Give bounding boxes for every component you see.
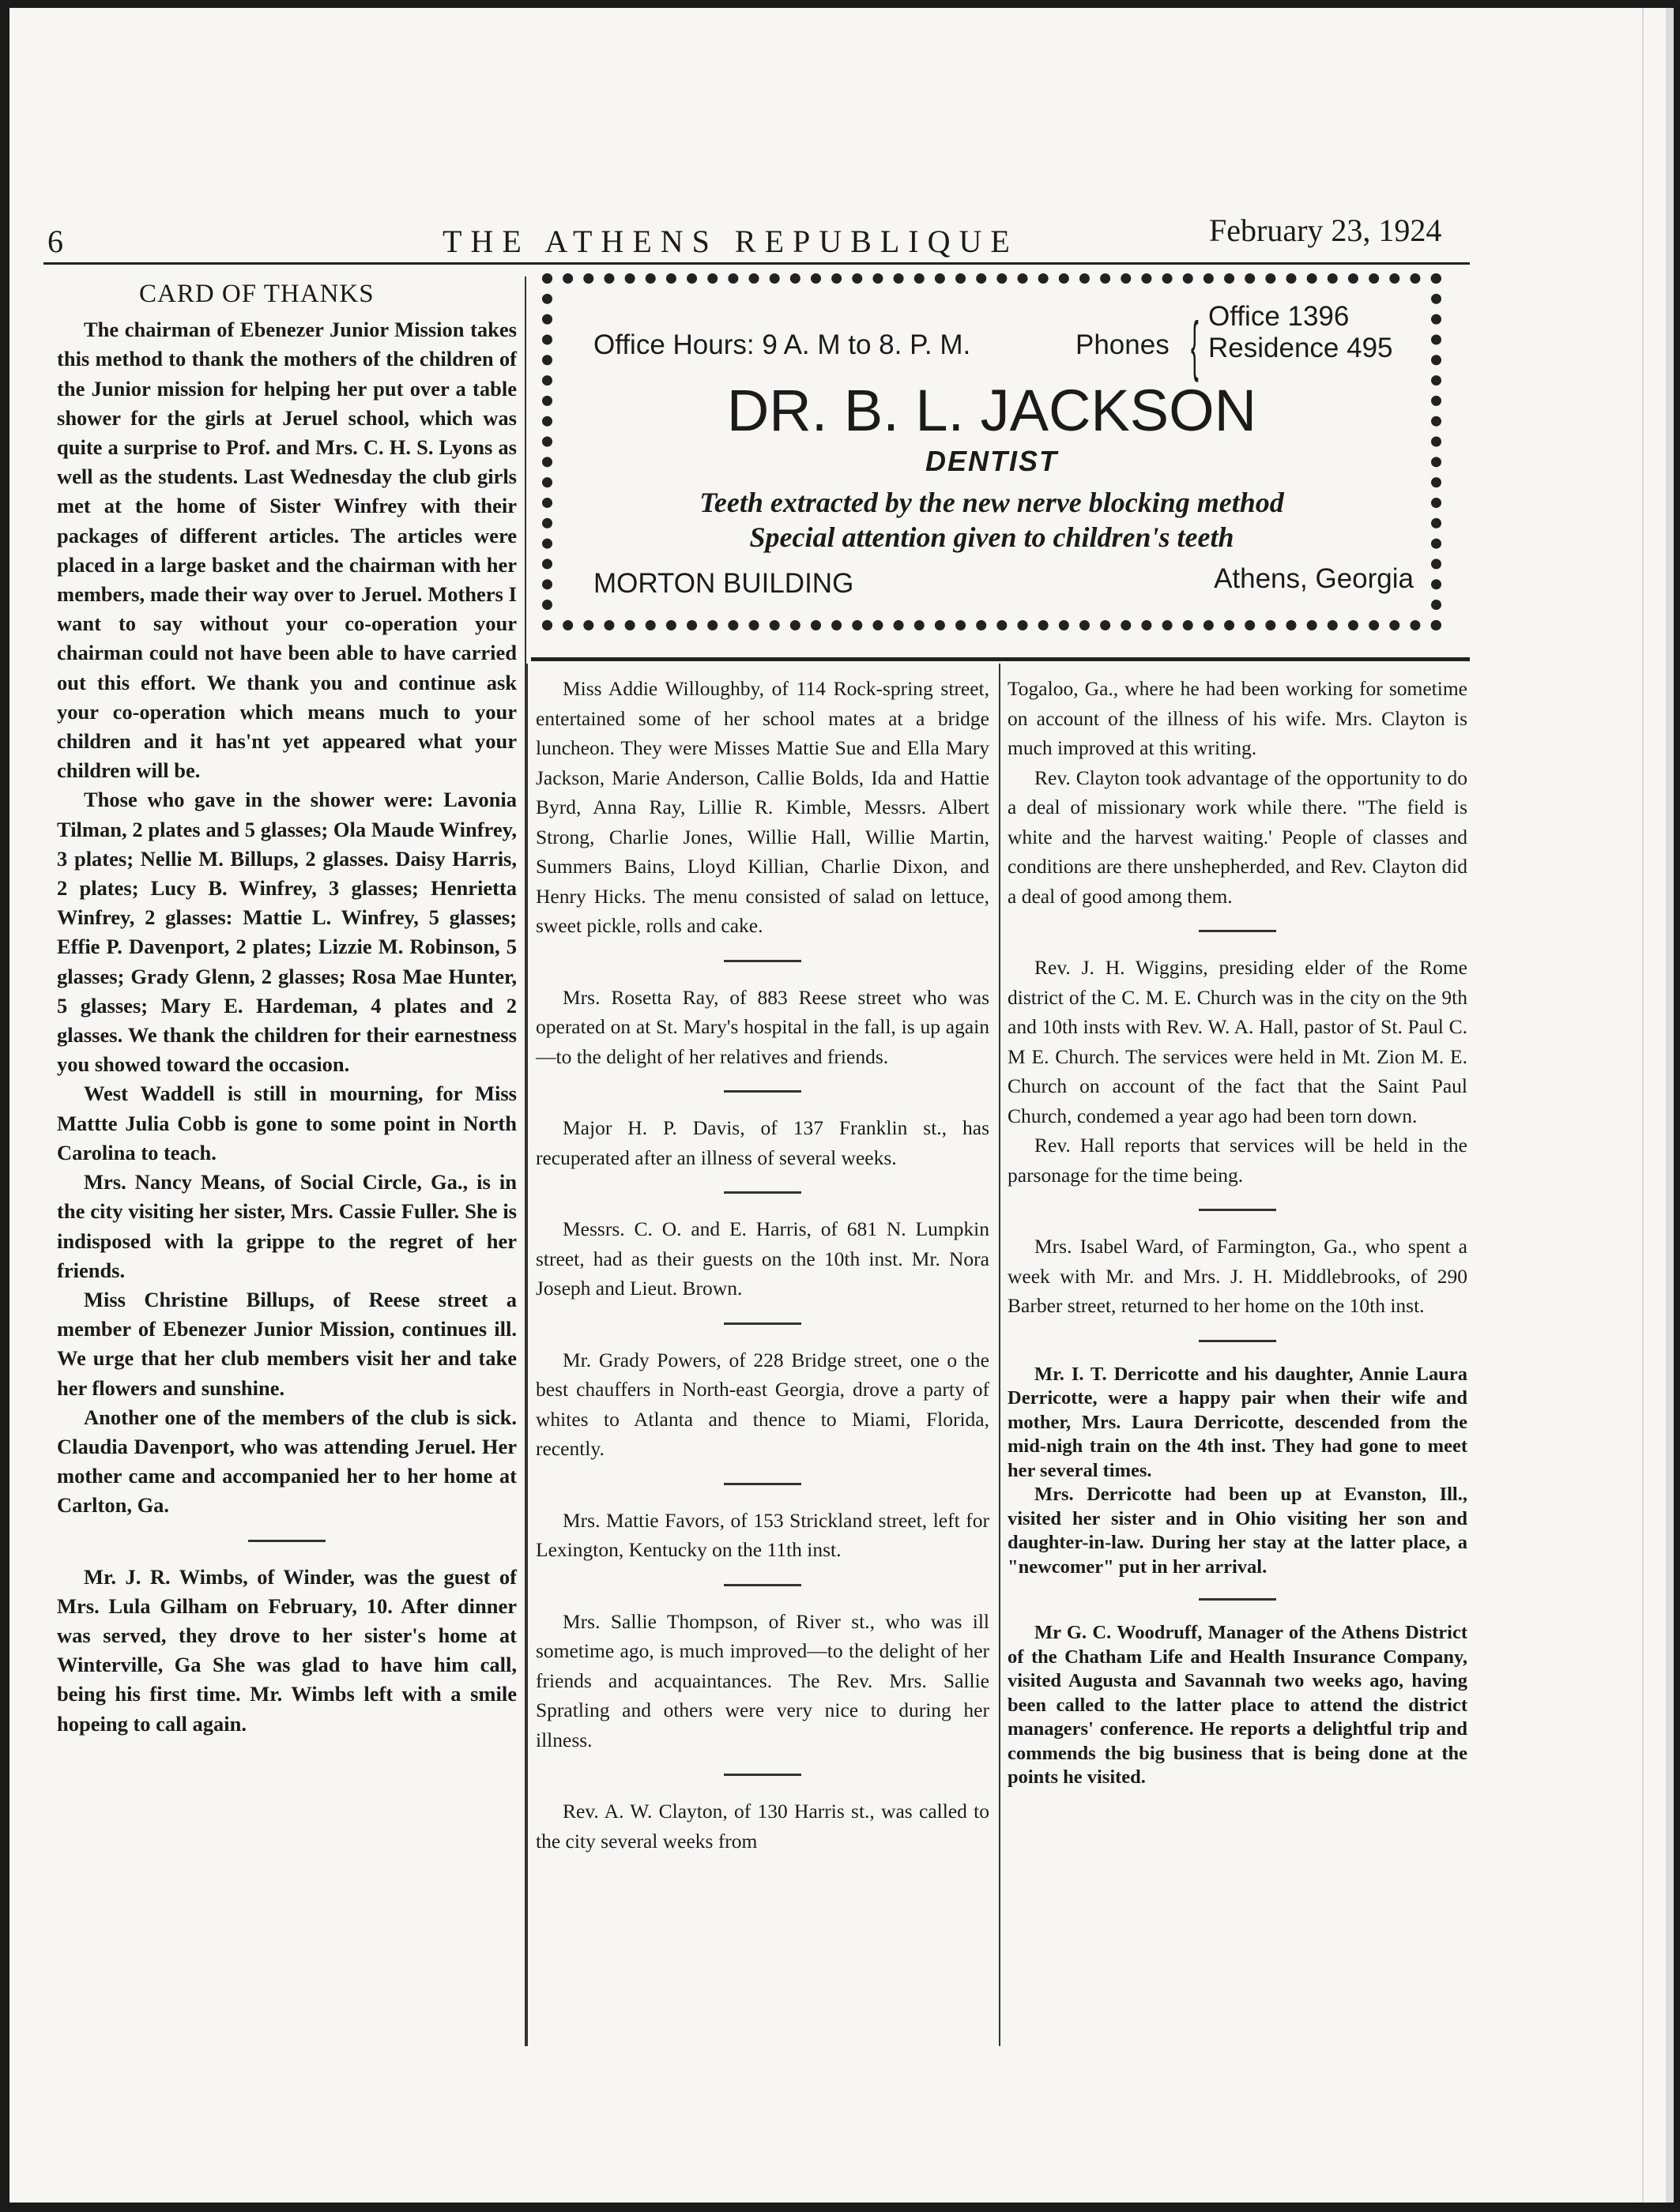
column-divider-2 (999, 664, 1000, 2046)
page-number: 6 (47, 224, 63, 259)
separator-dash (1199, 1598, 1276, 1601)
separator-dash (724, 1322, 801, 1325)
article-paragraph: Major H. P. Davis, of 137 Franklin st., has recuperated after an illness of several weeks. (536, 1116, 989, 1169)
dentist-name: DR. B. L. JACKSON (726, 378, 1257, 443)
article-paragraph: Mr G. C. Woodruff, Manager of the Athens District of the Chatham Life and Health Insurance Company, visited Augusta and Savannah two weeks ago, having been called to the latter place to attend the district managers' conference. He reports a delightful trip and commends the big business that is being done at the points he visited. (1008, 1622, 1467, 1788)
article-paragraph: Miss Addie Willoughby, of 114 Rock-spring street, entertained some of her school mates at a bridge luncheon. They were Misses Mattie Sue and Ella Mary Jackson, Marie Anderson, Callie Bolds, Ida and Hattie Byrd, Anna Ray, Lillie R. Kimble, Messrs. Albert Strong, Charlie Jones, Willie Hall, Willie Martin, Summers Bains, Lloyd Killian, Charlie Dixon, and Henry Hicks. The menu consisted of salad on lettuce, sweet pickle, rolls and cake. (536, 677, 989, 937)
article-paragraph: Mrs. Sallie Thompson, of River st., who was ill sometime ago, is much improved—to the delight of her friends and acquaintances. The Rev. Mrs. Sallie Spratling and others were very nice to during her illness. (536, 1609, 989, 1751)
tagline-2: Special attention given to children's teeth (749, 521, 1234, 553)
article-paragraph: Rev. Hall reports that services will be held in the parsonage for the time being. (1008, 1134, 1467, 1187)
article-paragraph: Mr. I. T. Derricotte and his daughter, Annie Laura Derricotte, were a happy pair when their wife and mother, Mrs. Laura Derricotte, descended from the mid-nigh train on the 4th inst. They had gone to meet her several times. (1008, 1363, 1467, 1481)
column-2 (536, 674, 989, 1856)
separator-dash (724, 1774, 801, 1776)
column-divider-1b (526, 664, 528, 2046)
article-paragraph: Mrs. Isabel Ward, of Farmington, Ga., who spent a week with Mr. and Mrs. J. H. Middlebrooks, of 290 Barber street, returned to her home on the 10th inst. (1008, 1235, 1467, 1317)
separator-dash (248, 1540, 326, 1542)
article-paragraph: Mrs. Rosetta Ray, of 883 Reese street who was operated on at St. Mary's hospital in the fall, is up again—to the delight of her relatives and friends. (536, 985, 989, 1068)
article-paragraph: Another one of the members of the club is sick. Claudia Davenport, who was attending Jeruel. Her mother came and accompanied her to her home at Carlton, Ga. (57, 1405, 517, 1518)
profession-label: DENTIST (925, 445, 1058, 477)
article-paragraph: Mrs. Mattie Favors, of 153 Strickland street, left for Lexington, Kentucky on the 11th inst. (536, 1508, 989, 1561)
column-3 (1008, 674, 1467, 1790)
dentist-advertisement (542, 273, 1441, 630)
article-paragraph: West Waddell is still in mourning, for Miss Mattte Julia Cobb is gone to some point in North Carolina to teach. (57, 1082, 517, 1164)
tagline-1: Teeth extracted by the new nerve blocking method (699, 487, 1284, 518)
article-paragraph: Rev. A. W. Clayton, of 130 Harris st., was called to the city several weeks from (536, 1800, 989, 1853)
phones-label: Phones (1075, 329, 1170, 360)
city-name: Athens, Georgia (1214, 563, 1414, 594)
article-paragraph: Messrs. C. O. and E. Harris, of 681 N. Lumpkin street, had as their guests on the 10th inst. Mr. Nora Joseph and Lieut. Brown. (536, 1217, 989, 1300)
separator-dash (724, 960, 801, 962)
article-paragraph: Togaloo, Ga., where he had been working for sometime on account of the illness of his wife. Mrs. Clayton is much improved at this writing. (1008, 677, 1467, 759)
article-paragraph: Rev. Clayton took advantage of the opportunity to do a deal of missionary work while there. "The field is white and the harvest waiting.' People of classes and conditions are there unshepherded, and Rev. Clayton did a deal of good among them. (1008, 766, 1467, 908)
separator-dash (724, 1090, 801, 1093)
office-hours: Office Hours: 9 A. M to 8. P. M. (593, 329, 971, 360)
phone-office: Office 1396 (1208, 301, 1350, 332)
article-paragraph: Mr. Grady Powers, of 228 Bridge street, one o the best chauffers in North-east Georgia, drove a party of whites to Atlanta and thence to Miami, Florida, recently. (536, 1348, 989, 1460)
separator-dash (1199, 1340, 1276, 1342)
advert-bottom-rule (531, 657, 1470, 661)
separator-dash (1199, 1209, 1276, 1211)
article-paragraph: Mr. J. R. Wimbs, of Winder, was the guest of Mrs. Lula Gilham on February, 10. After dinner was served, they drove to her sister's home at Winterville, Ga She was glad to have him call, being his first time. Mr. Wimbs left with a smile hopeing to call again. (57, 1564, 517, 1736)
building-name: MORTON BUILDING (593, 568, 854, 599)
card-of-thanks-heading: CARD OF THANKS (139, 280, 375, 308)
page-edge (1642, 8, 1644, 2203)
column-1 (57, 276, 517, 1739)
separator-dash (724, 1584, 801, 1586)
article-paragraph: The chairman of Ebenezer Junior Mission takes this method to thank the mothers of the children of the Junior mission for helping her put over a table shower for the girls at Jeruel school, which was quite a surprise to Prof. and Mrs. C. H. S. Lyons as well as the students. Last Wednesday the club girls met at the home of Sister Winfrey with their packages of different articles. The articles were placed in a large basket and the chairman with her members, made their way over to Jeruel. Mothers I want to say without your co-operation your chairman could not have been able to have carried out this effort. We thank you and continue ask your co-operation which means much to your children and it has'nt yet appeared what your children will be. (57, 318, 517, 783)
newspaper-title: THE ATHENS REPUBLIQUE (443, 224, 1019, 259)
header-rule (43, 262, 1470, 265)
separator-dash (1199, 930, 1276, 932)
article-paragraph: Mrs. Nancy Means, of Social Circle, Ga., is in the city visiting her sister, Mrs. Cassie Fuller. She is indisposed with la grippe to the regret of her friends. (57, 1170, 517, 1282)
article-paragraph: Those who gave in the shower were: Lavonia Tilman, 2 plates and 5 glasses; Ola Maude Winfrey, 3 plates; Nellie M. Billups, 2 glasses. Daisy Harris, 2 plates; Lucy B. Winfrey, 3 glasses; Henrietta Winfrey, 2 glasses: Mattie L. Winfrey, 5 glasses; Effie P. Davenport, 2 plates; Lizzie M. Robinson, 5 glasses; Grady Glenn, 2 glasses; Rosa Mae Hunter, 5 glasses; Mary E. Hardeman, 4 plates and 2 glasses. We thank the children for their earnestness you showed toward the occasion. (57, 788, 517, 1077)
separator-dash (724, 1191, 801, 1194)
phone-residence: Residence 495 (1208, 333, 1393, 363)
article-paragraph: Miss Christine Billups, of Reese street a member of Ebenezer Junior Mission, continues ill. We urge that her club members visit her and take her flowers and sunshine. (57, 1287, 517, 1400)
issue-date: February 23, 1924 (1209, 213, 1442, 248)
article-paragraph: Mrs. Derricotte had been up at Evanston, Ill., visited her sister and in Ohio visiting her son and daughter-in-law. During her stay at the latter place, a "newcomer" put in her arrival. (1008, 1484, 1467, 1578)
separator-dash (724, 1483, 801, 1485)
brace-glyph: { (1191, 308, 1199, 382)
article-paragraph: Rev. J. H. Wiggins, presiding elder of the Rome district of the C. M. E. Church was in the city on the 9th and 10th insts with Rev. W. A. Hall, pastor of St. Paul C. M E. Church. The services were held in Mt. Zion M. E. Church on account of the fact that the Saint Paul Church, condemed a year ago had been torn down. (1008, 956, 1467, 1127)
